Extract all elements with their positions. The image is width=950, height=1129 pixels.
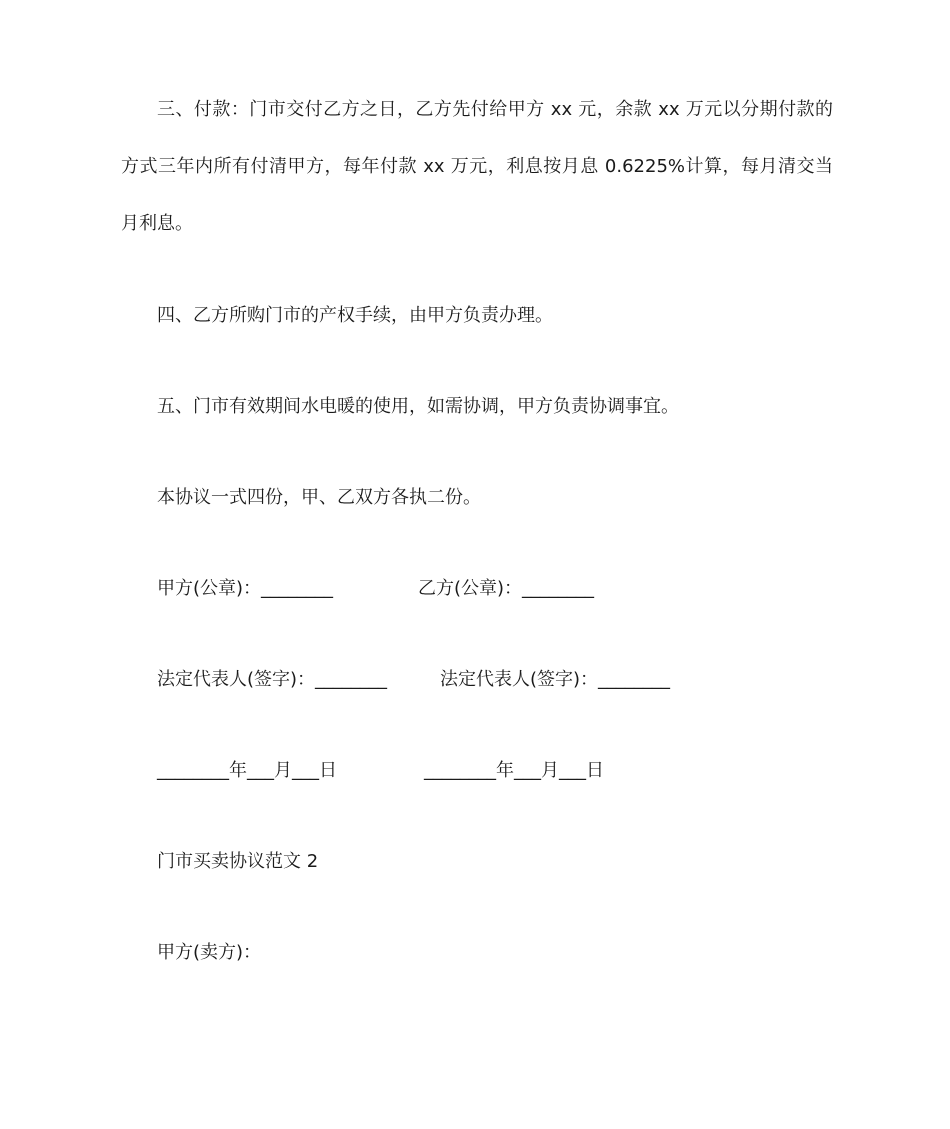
party-b-seal-line: 乙方(公章)：________ xyxy=(418,578,595,599)
party-b-representative-line: 法定代表人(签字)：________ xyxy=(440,669,671,690)
copies-statement: 本协议一式四份，甲、乙双方各执二份。 xyxy=(157,487,481,508)
party-a-representative-line: 法定代表人(签字)：________ xyxy=(157,669,388,690)
party-a-date-line: ________年___月___日 xyxy=(157,760,337,781)
clause-property-rights: 四、乙方所购门市的产权手续，由甲方负责办理。 xyxy=(157,305,553,326)
clause-utilities: 五、门市有效期间水电暖的使用，如需协调，甲方负责协调事宜。 xyxy=(157,396,679,417)
section-title: 门市买卖协议范文 2 xyxy=(157,851,319,872)
seller-label: 甲方(卖方)： xyxy=(157,942,262,963)
party-a-seal-line: 甲方(公章)：________ xyxy=(157,578,334,599)
party-b-date-line: ________年___月___日 xyxy=(424,760,604,781)
clause-payment: 三、付款：门市交付乙方之日，乙方先付给甲方 xx 元，余款 xx 万元以分期付款的方式三年内所有付清甲方，每年付款 xx 万元，利息按月息 0.6225%计算，每月清交当月利息。 xyxy=(121,99,833,234)
